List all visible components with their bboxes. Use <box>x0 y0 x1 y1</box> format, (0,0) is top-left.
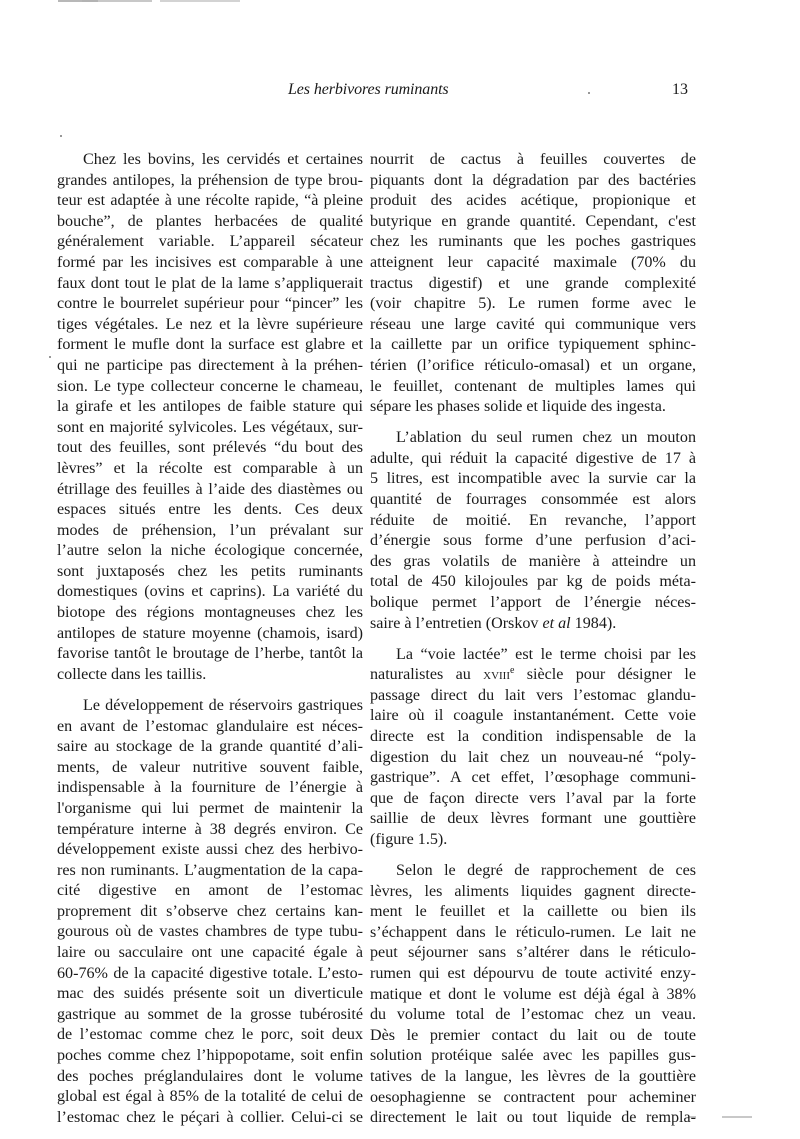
text-line: espaces situés entre les dents. Ces deux <box>57 501 363 519</box>
text-line: ment le feuillet et la caillette ou bien ils <box>370 903 696 921</box>
text-line: ments, de valeur nutritive souvent faible, <box>57 758 363 776</box>
text-line: formé par les incisives est comparable à une <box>57 253 363 271</box>
text-line: Le développement de réservoirs gastriques <box>83 696 363 714</box>
text-line: rumen qui est dépourvu de toute activité enzy- <box>370 965 696 983</box>
text-line: piquants dont la dégradation par des bactéries <box>370 171 696 189</box>
text-line: l’autre selon la niche écologique concernée, <box>57 542 363 560</box>
text-line: d’énergie sous forme d’une perfusion d’aci- <box>370 532 696 550</box>
text-line: laire où il coagule instantanément. Cette voie <box>370 707 696 725</box>
text-line: lèvres” et la récolte est comparable à un <box>57 459 363 477</box>
text-line: sépare les phases solide et liquide des ingesta. <box>370 398 666 416</box>
text-line: tractus digestif) et une grande complexité <box>370 274 696 292</box>
text-line: peut séjourner sans s’altérer dans le réticulo- <box>370 944 696 962</box>
text-line: solution protéique salée avec les papilles gus- <box>370 1047 696 1065</box>
citation-italic: et al <box>542 614 571 632</box>
text-line: la girafe et les antilopes de faible stature qui <box>57 398 363 416</box>
text-line: adulte, qui réduit la capacité digestive de 17 à <box>370 449 696 467</box>
text-line: que de façon directe vers l’aval par la forte <box>370 789 696 807</box>
text-line: modes de préhension, l’un prévalant sur <box>57 521 363 539</box>
text-line: directe est la condition indispensable de la <box>370 728 696 746</box>
paragraph <box>370 150 696 418</box>
text-line: gastrique au sommet de la grosse tubérosité <box>57 1005 363 1023</box>
text-line: gourous où de vastes chambres de type tubu- <box>57 923 363 941</box>
paragraph <box>370 645 696 851</box>
text-line <box>370 614 696 635</box>
text-line: grandes antilopes, la préhension de type brou- <box>57 171 363 189</box>
text-line: (figure 1.5). <box>370 831 448 848</box>
text-line: antilopes de stature moyenne (chamois, isard) <box>57 624 363 642</box>
text-line: Selon le degré de rapprochement de ces <box>396 862 696 880</box>
text-line: oesophagienne se contractent pour acheminer <box>370 1088 696 1106</box>
text-line: de l’estomac comme chez le porc, soit deux <box>57 1026 363 1044</box>
text-line: du volume total de l’estomac chez un veau. <box>370 1006 696 1024</box>
text-line: 5 litres, est incompatible avec la survie car la <box>370 470 696 488</box>
text-line: température interne à 38 degrés environ. Ce <box>57 820 363 838</box>
text-line: teur est adaptée à une récolte rapide, “à pleine <box>57 192 363 210</box>
text-line: étrillage des feuilles à l’aide des diastèmes ou <box>57 480 363 498</box>
text-line <box>370 665 696 686</box>
text-line: bolique permet l’apport de l’énergie néces- <box>370 593 696 611</box>
scan-speck <box>60 135 62 137</box>
scan-speck <box>49 356 51 358</box>
text-line: des poches préglandulaires dont le volume <box>57 1067 363 1085</box>
text-line: matique et dont le volume est déjà égal à 38% <box>370 985 696 1003</box>
scan-mark <box>160 0 240 2</box>
text-line: total de 450 kilojoules par kg de poids méta- <box>370 573 696 591</box>
scan-artifact-bottom <box>688 1116 758 1119</box>
text-line: digestion du lait chez un nouveau-né “poly- <box>370 748 696 766</box>
text-line: sont juxtaposés chez les petits ruminants <box>57 562 363 580</box>
running-header <box>0 78 800 102</box>
text-line: poches comme chez l’hippopotame, soit enfin <box>57 1047 363 1065</box>
text-line: saillie de deux lèvres formant une gouttière <box>370 810 696 828</box>
text-fragment: siècle pour désigner le <box>514 666 696 684</box>
paragraph <box>370 428 696 634</box>
text-fragment: saire à l’entretien (Orskov <box>370 614 543 632</box>
superscript: e <box>510 665 515 677</box>
text-line: 60-76% de la capacité digestive totale. L’esto- <box>57 964 363 982</box>
text-fragment: naturalistes au <box>370 666 484 684</box>
text-line: en avant de l’estomac glandulaire est néces- <box>57 717 363 735</box>
text-line: mac des suidés présente soit un diverticule <box>57 985 363 1003</box>
text-line: atteignent leur capacité maximale (70% du <box>370 253 696 271</box>
text-line: tiges végétales. Le nez et la lèvre supérieure <box>57 315 363 333</box>
scan-mark <box>722 1116 752 1118</box>
text-line: butyrique en grande quantité. Cependant, c'est <box>370 212 696 230</box>
text-line: le feuillet, contenant de multiples lames qui <box>370 377 696 395</box>
running-title: Les herbivores ruminants <box>288 81 449 98</box>
text-line: l'organisme qui lui permet de maintenir la <box>57 799 363 817</box>
paragraph <box>57 150 363 685</box>
text-line: bouche”, de plantes herbacées de qualité <box>57 212 363 230</box>
text-line: réseau une large cavité qui communique vers <box>370 315 696 333</box>
text-column-left <box>57 150 363 1139</box>
text-line: global est égal à 85% de la totalité de celui de <box>57 1088 363 1106</box>
text-line: des gras volatils de manière à atteindre un <box>370 552 696 570</box>
text-line: l’estomac chez le péçari à collier. Celui-ci se <box>57 1108 363 1126</box>
text-line: généralement variable. L’appareil sécateur <box>57 233 363 251</box>
text-line: contre le bourrelet supérieur pour “pincer” les <box>57 295 363 313</box>
text-line: tout des feuilles, sont prélevés “du bout des <box>57 439 363 457</box>
text-line: proprement dit s’observe chez certains kan- <box>57 902 363 920</box>
text-line: sion. Le type collecteur concerne le chameau, <box>57 377 363 395</box>
text-line: réduite de moitié. En revanche, l’apport <box>370 511 696 529</box>
text-line: qui ne participe pas directement à la préhen- <box>57 356 363 374</box>
text-line: collecte dans les taillis. <box>57 665 207 683</box>
text-line: La “voie lactée” est le terme choisi par les <box>396 645 696 663</box>
century-numeral: xviii <box>483 667 511 684</box>
text-line: développement existe aussi chez des herbivo- <box>57 841 363 859</box>
text-line: térien (l’orifice réticulo-omasal) et un organe, <box>370 356 696 374</box>
text-line: indispensable à la fourniture de l’énergie à <box>57 779 363 797</box>
text-line: directement le lait ou tout liquide de rempla- <box>370 1109 696 1127</box>
scan-mark <box>82 0 152 2</box>
paragraph <box>370 861 696 1129</box>
text-line: passage direct du lait vers l’estomac glandu- <box>370 686 696 704</box>
text-line: chez les ruminants que les poches gastriques <box>370 233 696 251</box>
text-line: s’échappent dans le réticulo-rumen. Le lait ne <box>370 923 696 941</box>
text-line: domestiques (ovins et caprins). La variété du <box>57 583 363 601</box>
text-line: produit des acides acétique, propionique et <box>370 192 696 210</box>
text-line: forment le mufle dont la surface est glabre et <box>57 336 363 354</box>
text-line: favorise tantôt le broutage de l’herbe, tantôt la <box>57 645 363 663</box>
text-line: faux dont tout le plat de la lame s’appliquerait <box>57 274 363 292</box>
text-line: Dès le premier contact du lait ou de toute <box>370 1026 696 1044</box>
page-number: 13 <box>672 81 688 98</box>
text-line: (voir chapitre 5). Le rumen forme avec le <box>370 295 696 313</box>
text-line: laire ou sacculaire ont une capacité égale à <box>57 944 363 962</box>
text-line: nourrit de cactus à feuilles couvertes de <box>370 151 696 168</box>
text-line: lèvres, les aliments liquides gagnent directe- <box>370 882 696 900</box>
text-line: saire au stockage de la grande quantité d’ali- <box>57 738 363 756</box>
scan-artifact-top <box>0 0 260 4</box>
paragraph <box>57 696 363 1128</box>
text-line: tatives de la langue, les lèvres de la gouttière <box>370 1068 696 1086</box>
text-line: Chez les bovins, les cervidés et certaines <box>83 151 363 168</box>
text-line: cité digestive en amont de l’estomac <box>57 882 363 900</box>
text-line: res non ruminants. L’augmentation de la capa- <box>57 861 363 879</box>
text-line: gastrique”. A cet effet, l’œsophage communi- <box>370 769 696 787</box>
text-line: L’ablation du seul rumen chez un mouton <box>396 429 696 447</box>
text-line: sont en majorité sylvicoles. Les végétaux, sur- <box>57 418 363 436</box>
text-fragment: 1984). <box>570 614 617 632</box>
text-column-right <box>370 150 696 1139</box>
text-line: quantité de fourrages consommée est alors <box>370 491 696 508</box>
text-line: la caillette par un orifice typiquement sphinc- <box>370 336 696 354</box>
text-line: biotope des régions montagneuses chez les <box>57 604 363 622</box>
